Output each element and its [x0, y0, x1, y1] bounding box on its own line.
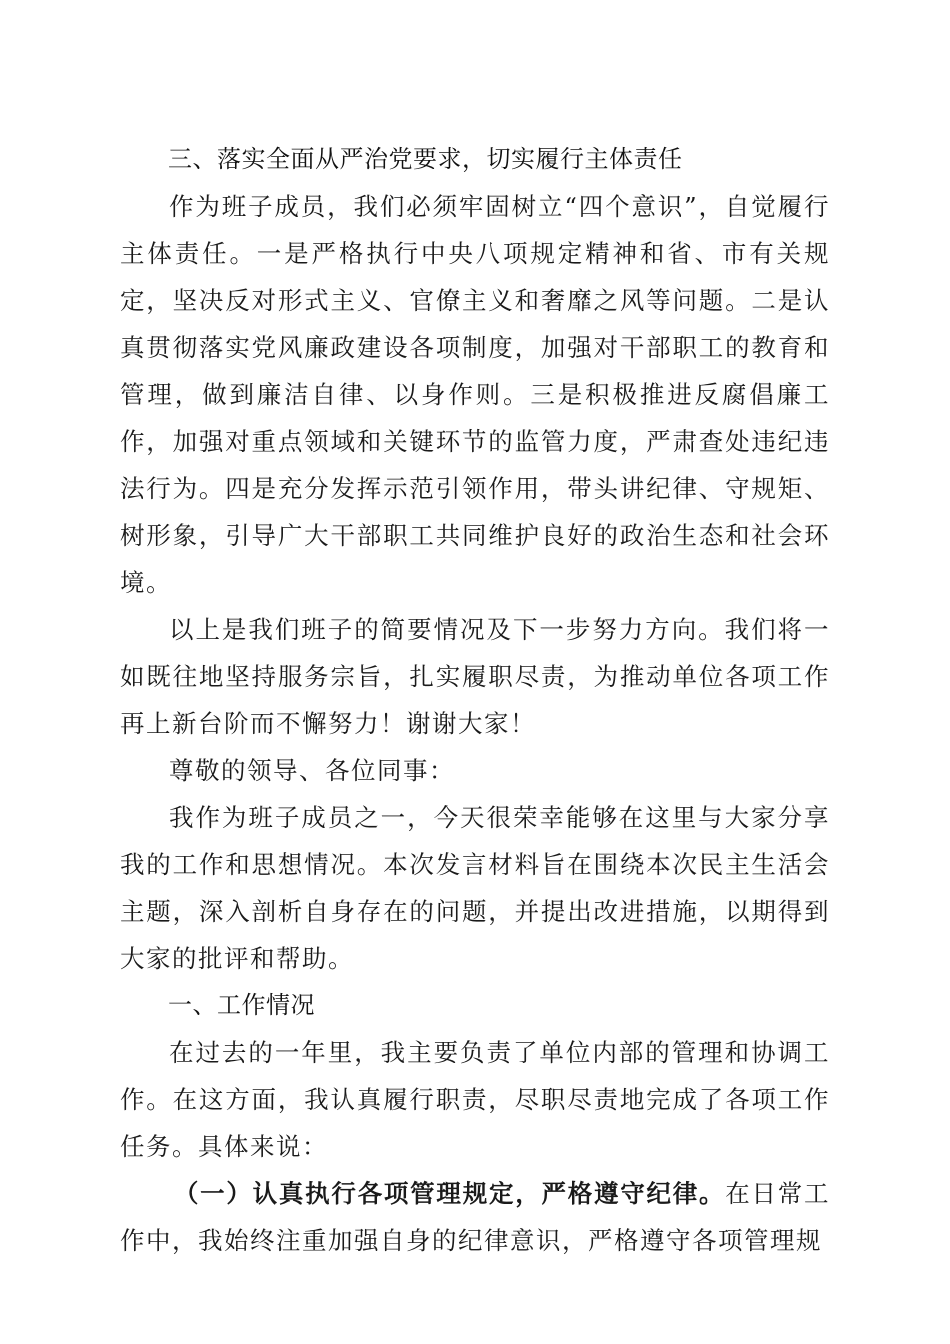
salutation: 尊敬的领导、各位同事： [169, 756, 455, 785]
section-one-heading: 一、工作情况 [168, 991, 315, 1019]
subsection-one-text: 在日常工作中，我始终注重加强自身的纪律意识，严格遵守各项管理规 [120, 1179, 830, 1255]
section-one-paragraph: 在过去的一年里，我主要负责了单位内部的管理和协调工作。在这方面，我认真履行职责，尽职尽责地完成了各项工作任务。具体来说： [120, 1038, 830, 1161]
intro-paragraph: 我作为班子成员之一，今天很荣幸能够在这里与大家分享我的工作和思想情况。本次发言材料旨在围绕本次民主生活会主题，深入剖析自身存在的问题，并提出改进措施，以期得到大家的批评和帮助。 [120, 803, 830, 973]
subsection-one-paragraph [120, 1170, 830, 1264]
subsection-one-lead: （一）认真执行各项管理规定，严格遵守纪律。 [173, 1179, 726, 1208]
document-body [120, 136, 830, 1264]
closing-paragraph: 以上是我们班子的简要情况及下一步努力方向。我们将一如既往地坚持服务宗旨，扎实履职尽责，为推动单位各项工作再上新台阶而不懈努力！谢谢大家！ [120, 615, 830, 738]
section-three-heading: 三、落实全面从严治党要求，切实履行主体责任 [168, 145, 683, 173]
section-three-paragraph: 作为班子成员，我们必须牢固树立“四个意识”，自觉履行主体责任。一是严格执行中央八项规定精神和省、市有关规定，坚决反对形式主义、官僚主义和奢靡之风等问题。二是认真贯彻落实党风廉政建设各项制度，加强对干部职工的教育和管理，做到廉洁自律、以身作则。三是积极推进反腐倡廉工作，加强对重点领域和关键环节的监管力度，严肃查处违纪违法行为。四是充分发挥示范引领作用，带头讲纪律、守规矩、树形象，引导广大干部职工共同维护良好的政治生态和社会环境。 [120, 192, 830, 597]
